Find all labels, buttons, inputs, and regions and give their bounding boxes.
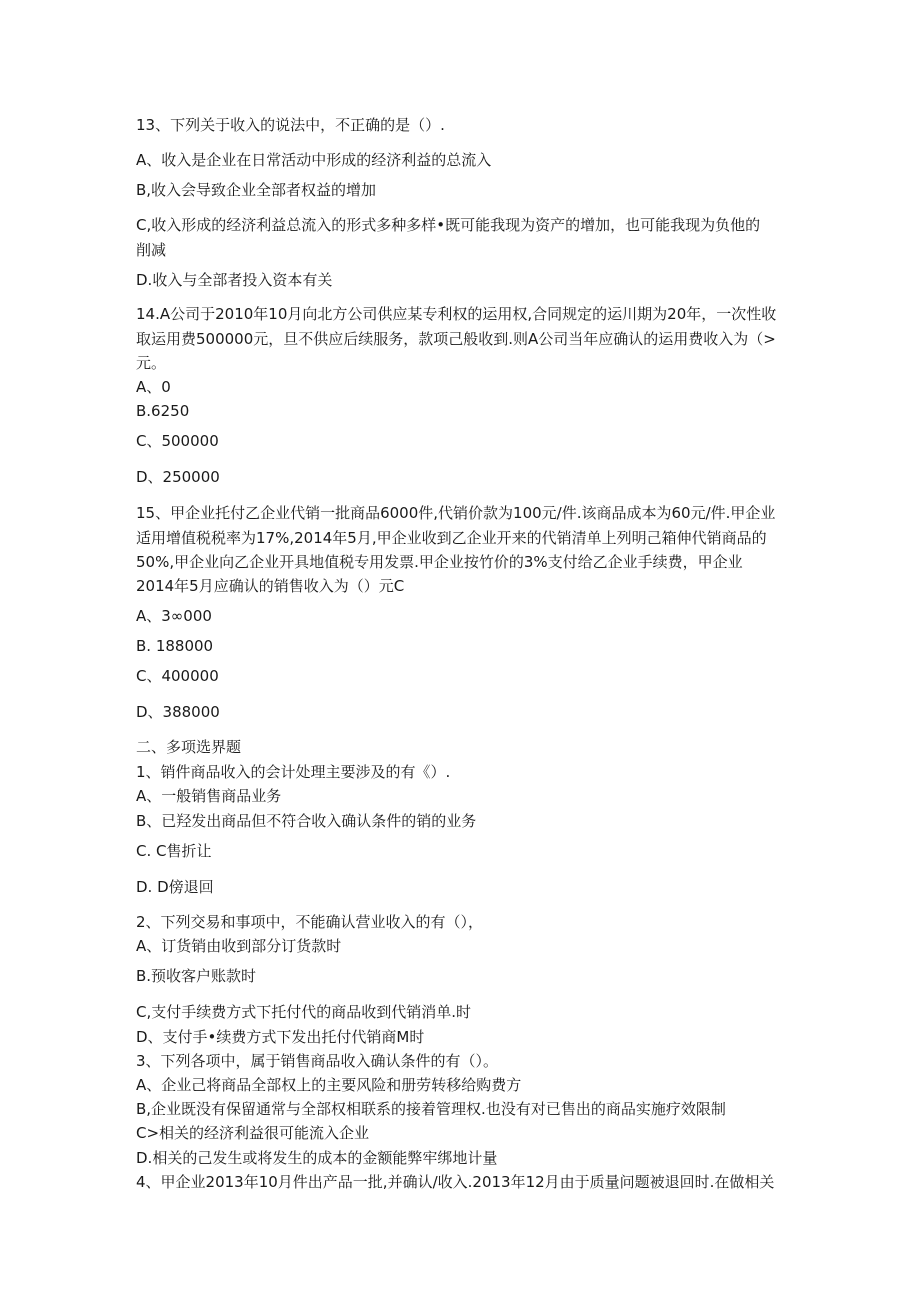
q14-option-c: C、500000 [136, 432, 219, 450]
m1-stem: 1、销件商品收入的会计处理主要涉及的有《）. [136, 763, 451, 781]
m1-option-b: B、已羟发出商品但不符合收入确认条件的销的业务 [136, 812, 477, 830]
q14-stem-line1: 14.A公司于2010年10月向北方公司供应某专利权的运用权,合同规定的运川期为20年，一次性收 [136, 305, 777, 323]
q14-option-b: B.6250 [136, 402, 190, 420]
m3-option-a: A、企业己将商品全部权上的主要风险和册劳转移给购费方 [136, 1076, 522, 1094]
q15-stem-line2: 适用增值税税率为17%,2014年5月,甲企业收到乙企业开来的代销清单上列明己箱伸代销商品的 [136, 529, 767, 547]
q13-option-c-line2: 削减 [136, 241, 167, 259]
q14-option-a: A、0 [136, 378, 171, 396]
q15-option-d: D、388000 [136, 703, 220, 721]
q15-option-a: A、3∞000 [136, 607, 212, 625]
q13-option-c-line1: C,收入形成的经济利益总流入的形式多种多样•既可能我现为资产的增加，也可能我现为负他的 [136, 216, 761, 234]
section-heading: 二、多项选界题 [136, 738, 242, 756]
q15-stem-line1: 15、甲企业托付乙企业代销一批商品6000件,代销价款为100元/件.该商品成本为60元/件.甲企业 [136, 504, 776, 522]
q14-option-d: D、250000 [136, 468, 220, 486]
q13-option-a: A、收入是企业在日常活动中形成的经济利益的总流入 [136, 151, 492, 169]
q14-stem-line3: 元。 [136, 354, 167, 372]
m3-option-d: D.相关的己发生或将发生的成本的金额能弊牢绑地计量 [136, 1149, 498, 1167]
q15-stem-line3: 50%,甲企业向乙企业开具地值税专用发票.甲企业按竹价的3%支付给乙企业手续费，甲企业 [136, 553, 743, 571]
q13-option-d: D.收入与全部者投入资本有关 [136, 271, 333, 289]
q14-stem-line2: 取运用费500000元，旦不供应后续服务，款项己般收到.则A公司当年应确认的运用费收入为（> [136, 330, 776, 348]
q13-stem: 13、下列关于收入的说法中，不正确的是（）. [136, 116, 445, 134]
m1-option-c: C. C售折让 [136, 842, 212, 860]
m3-option-c: C>相关的经济利益很可能流入企业 [136, 1124, 370, 1142]
q15-option-c: C、400000 [136, 667, 219, 685]
m2-option-d: D、支付手•续费方式下发出托付代销商M时 [136, 1028, 425, 1046]
m3-stem: 3、下列各项中，属于销售商品收入确认条件的有（）。 [136, 1052, 499, 1070]
m1-option-a: A、一般销售商品业务 [136, 787, 282, 805]
q15-option-b: B. 188000 [136, 637, 214, 655]
m2-option-b: B.预收客户账款时 [136, 967, 257, 985]
m4-stem: 4、甲企业2013年10月件出产品一批,并确认/收入.2013年12月由于质量问题被退回时.在做相关 [136, 1173, 775, 1191]
m2-option-a: A、订货销由收到部分订货款时 [136, 937, 342, 955]
m2-stem: 2、下列交易和事项中，不能确认营业收入的有（）， [136, 913, 484, 931]
q13-option-b: B,收入会导致企业全部者权益的增加 [136, 181, 377, 199]
m1-option-d: D. D傍退回 [136, 878, 214, 896]
m2-option-c: C,支付手续费方式下托付代的商品收到代销消单.时 [136, 1003, 472, 1021]
q15-stem-line4: 2014年5月应确认的销售收入为（）元C [136, 577, 405, 595]
m3-option-b: B,企业既没有保留通常与全部权相联系的接着管理权.也没有对已售出的商品实施疗效限制 [136, 1100, 726, 1118]
